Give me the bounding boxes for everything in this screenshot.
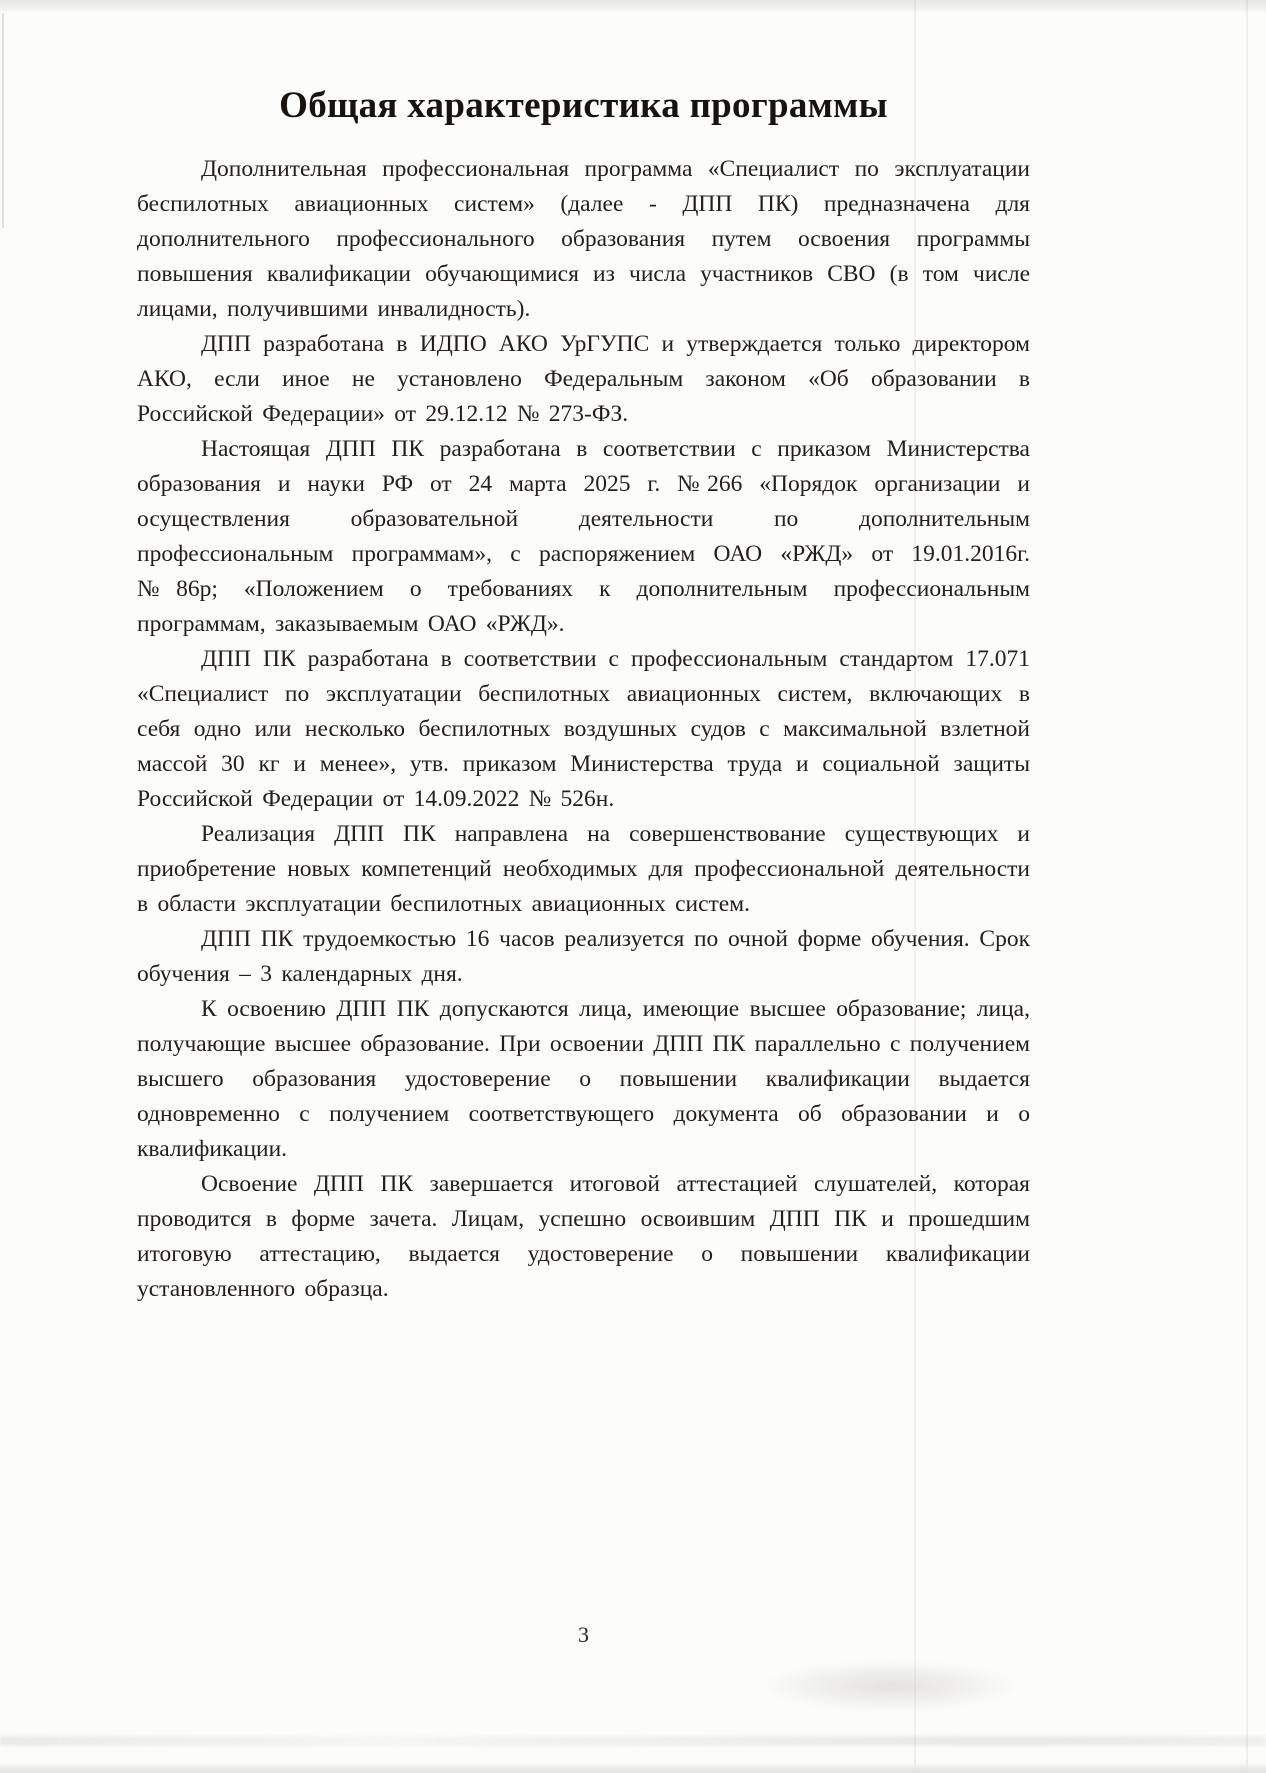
scan-artifact-bottom-smudge [0, 1736, 1266, 1746]
document-body [137, 152, 1030, 1307]
scan-artifact-smudge [760, 1660, 1020, 1712]
paragraph-5: Реализация ДПП ПК направлена на совершенствование существующих и приобретение новых компетенций необходимых для профессиональной деятельности в области эксплуатации беспилотных авиационных систем. [137, 821, 1030, 917]
paragraph-8: Освоение ДПП ПК завершается итоговой аттестацией слушателей, которая проводится в форме зачета. Лицам, успешно освоившим ДПП ПК и прошедшим итоговую аттестацию, выдается удостоверение о повышении квалификации установленного образца. [137, 1171, 1030, 1302]
scan-artifact-vertical-line [1246, 0, 1248, 1773]
paragraph-7: К освоению ДПП ПК допускаются лица, имеющие высшее образование; лица, получающие высшее образование. При освоении ДПП ПК параллельно с получением высшего образования удостоверение о повышении квалификации выдается одновременно с получением соответствующего документа об образовании и о квалификации. [137, 996, 1030, 1162]
paragraph-6: ДПП ПК трудоемкостью 16 часов реализуется по очной форме обучения. Срок обучения – 3 календарных дня. [137, 926, 1030, 987]
scan-artifact-bottom-band [0, 1762, 1266, 1773]
paragraph-3: Настоящая ДПП ПК разработана в соответствии с приказом Министерства образования и науки РФ от 24 марта 2025 г. №266 «Порядок организации и осуществления образовательной деятельности по дополнительным профессиональным программам», с распоряжением ОАО «РЖД» от 19.01.2016г. №86р; «Положением о требованиях к дополнительным профессиональным программам, заказываемым ОАО «РЖД». [137, 436, 1030, 637]
page-number: 3 [578, 1622, 589, 1647]
paragraph-2: ДПП разработана в ИДПО АКО УрГУПС и утверждается только директором АКО, если иное не установлено Федеральным законом «Об образовании в Российской Федерации» от 29.12.12 № 273-ФЗ. [137, 331, 1030, 427]
paragraph-1: Дополнительная профессиональная программа «Специалист по эксплуатации беспилотных авиационных систем» (далее - ДПП ПК) предназначена для дополнительного профессионального образования путем освоения программы повышения квалификации обучающимися из числа участников СВО (в том числе лицами, получившими инвалидность). [137, 156, 1030, 322]
scan-artifact-top-band [0, 0, 1266, 13]
page-title: Общая характеристика программы [279, 85, 888, 126]
scan-artifact-left-edge [2, 13, 4, 228]
paragraph-4: ДПП ПК разработана в соответствии с профессиональным стандартом 17.071 «Специалист по эксплуатации беспилотных авиационных систем, включающих в себя одно или несколько беспилотных воздушных судов с максимальной взлетной массой 30 кг и менее», утв. приказом Министерства труда и социальной защиты Российской Федерации от 14.09.2022 № 526н. [137, 646, 1030, 812]
